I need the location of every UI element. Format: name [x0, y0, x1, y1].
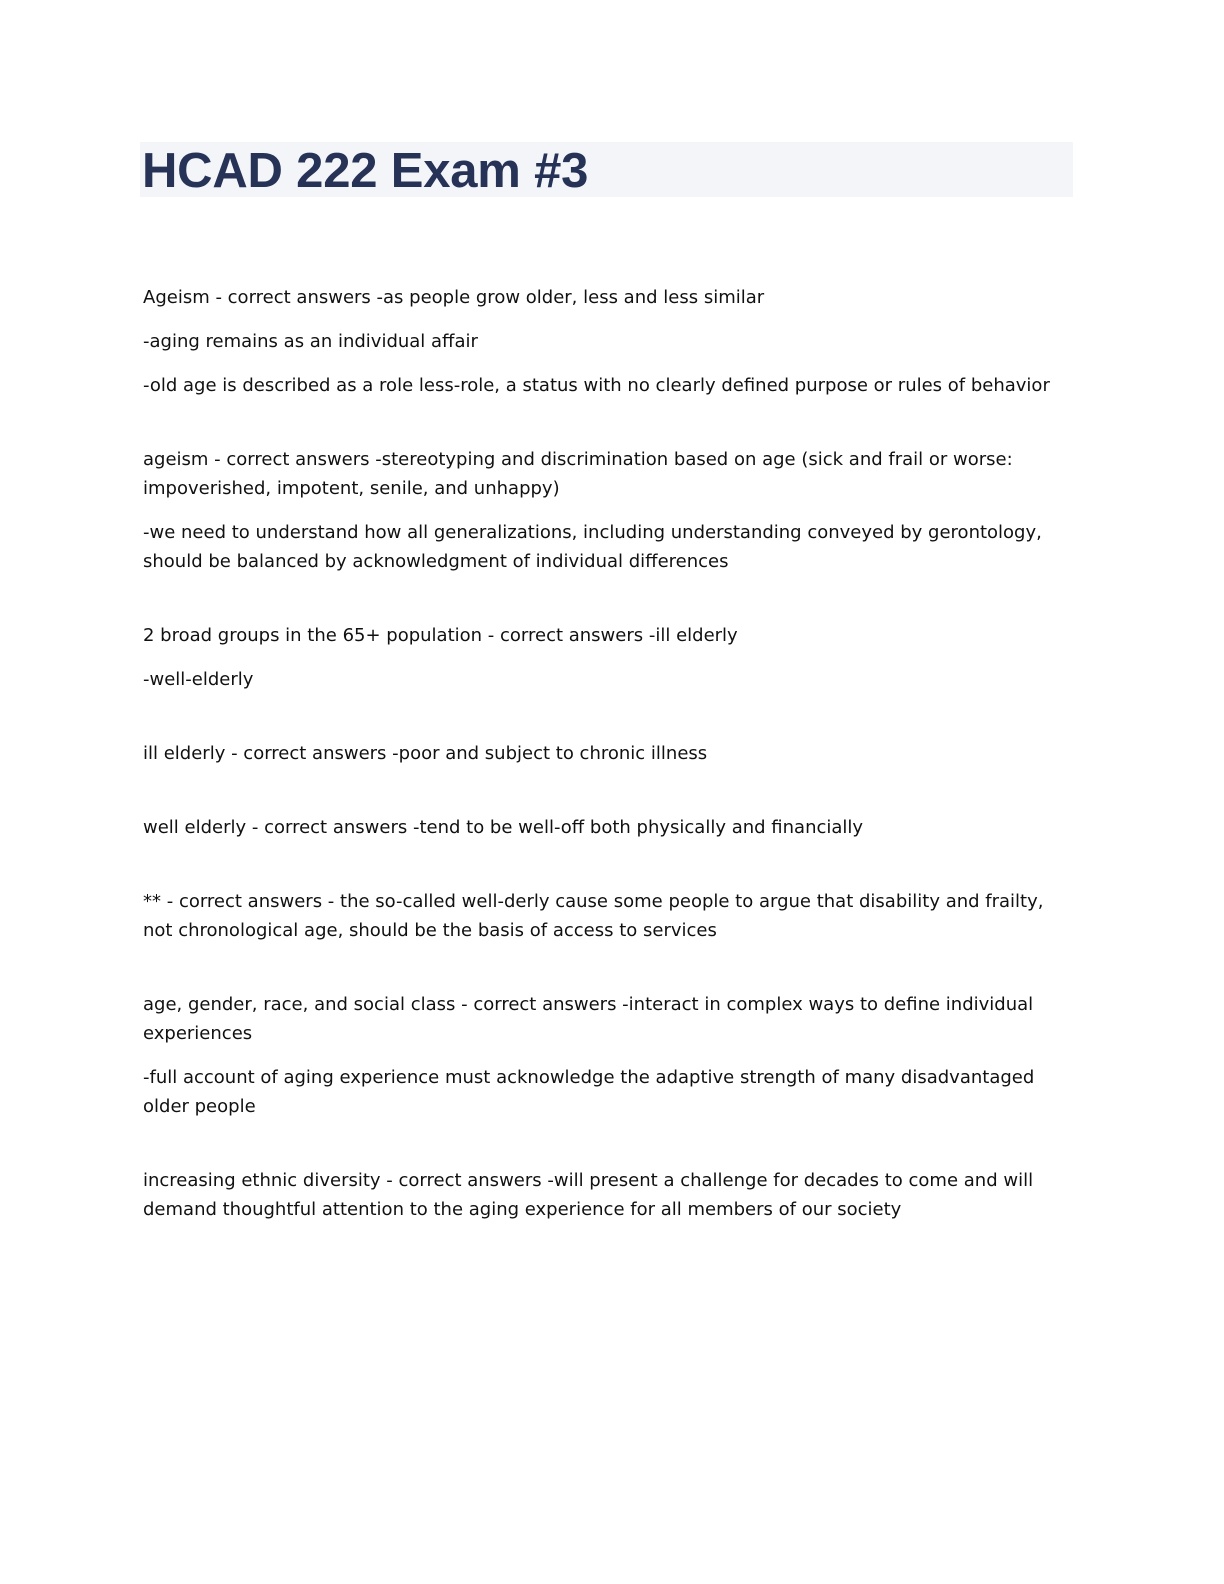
- document-body: [143, 283, 1073, 1269]
- entry-line: -aging remains as an individual affair: [143, 331, 478, 352]
- flashcard-entry-ageism: [143, 283, 1073, 400]
- entry-line: ill elderly - correct answers -poor and subject to chronic illness: [143, 743, 708, 764]
- entry-line: ** - correct answers - the so-called well-derly cause some people to argue that disability and frailty, not chronological age, should be the basis of access to services: [143, 891, 1044, 941]
- entry-line: -well-elderly: [143, 669, 254, 690]
- entry-line: ageism - correct answers -stereotyping and discrimination based on age (sick and frail or worse: impoverished, impotent, senile, and unhappy): [143, 449, 1013, 499]
- document-title: HCAD 222 Exam #3: [142, 144, 589, 198]
- flashcard-entry-ill-elderly: [143, 739, 1073, 768]
- entry-line: -full account of aging experience must acknowledge the adaptive strength of many disadvantaged older people: [143, 1067, 1035, 1117]
- flashcard-entry-well-derly: [143, 887, 1073, 945]
- entry-line: 2 broad groups in the 65+ population - correct answers -ill elderly: [143, 625, 738, 646]
- entry-line: increasing ethnic diversity - correct answers -will present a challenge for decades to come and will demand thoughtful attention to the aging experience for all members of our society: [143, 1170, 1034, 1220]
- flashcard-entry-age-gender-race: [143, 990, 1073, 1121]
- entry-line: -old age is described as a role less-role, a status with no clearly defined purpose or rules of behavior: [143, 375, 1050, 396]
- flashcard-entry-well-elderly: [143, 813, 1073, 842]
- entry-line: -we need to understand how all generalizations, including understanding conveyed by gerontology, should be balanced by acknowledgment of individual differences: [143, 522, 1042, 572]
- entry-line: Ageism - correct answers -as people grow older, less and less similar: [143, 287, 765, 308]
- entry-line: age, gender, race, and social class - correct answers -interact in complex ways to define individual experiences: [143, 994, 1034, 1044]
- entry-line: well elderly - correct answers -tend to be well-off both physically and financially: [143, 817, 864, 838]
- flashcard-entry-ageism-definition: [143, 445, 1073, 576]
- flashcard-entry-ethnic-diversity: [143, 1166, 1073, 1224]
- flashcard-entry-broad-groups: [143, 621, 1073, 694]
